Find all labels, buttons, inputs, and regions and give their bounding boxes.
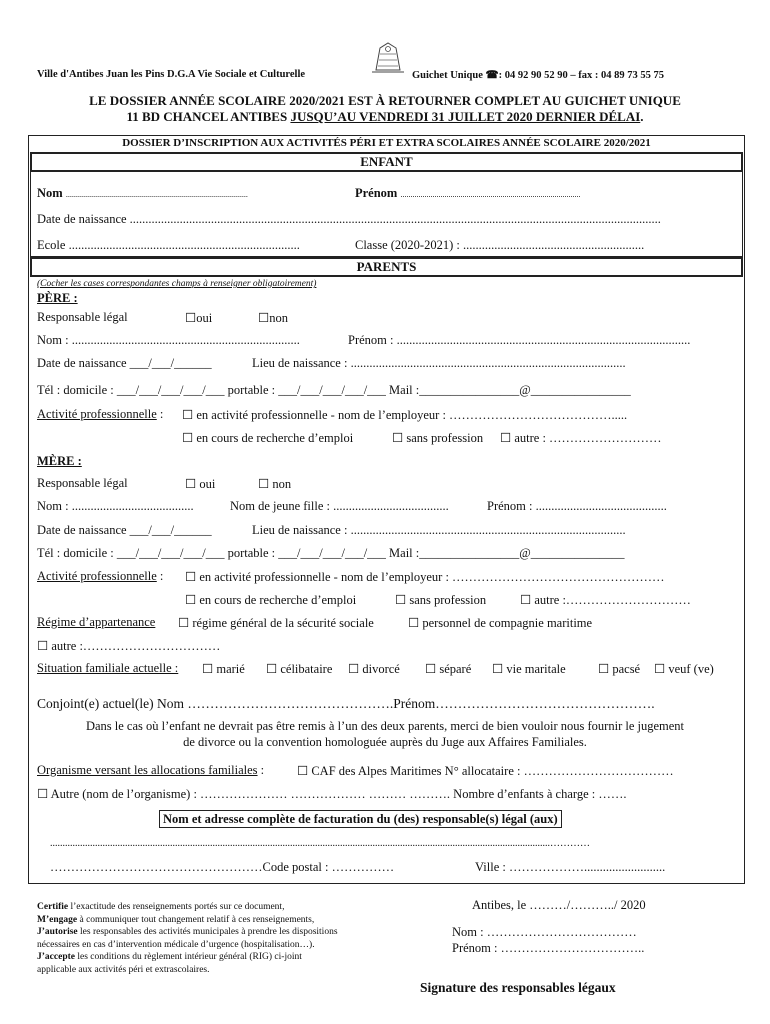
enfant-section-title: ENFANT — [30, 152, 743, 172]
situation-single[interactable]: ☐ célibataire — [266, 661, 332, 677]
father-legal-yes[interactable]: ☐ oui — [185, 310, 212, 326]
signer-firstname-field[interactable]: Prénom : …………………………….. — [452, 941, 645, 955]
caf-label: Organisme versant les allocations familiales — [37, 763, 258, 777]
situation-married[interactable]: ☐ marié — [202, 661, 245, 677]
divorce-notice-2: de divorce ou la convention homologuée auprès du Juge aux Affaires Familiales. — [183, 735, 587, 749]
father-firstname-field[interactable]: Prénom : .............................................................................................. — [348, 333, 691, 347]
mother-phone-field[interactable]: Tél : domicile : ___/___/___/___/___ portable : ___/___/___/___/___ Mail :________________@_______________ — [37, 546, 625, 560]
regime-label: Régime d’appartenance — [37, 615, 156, 629]
billing-title: Nom et adresse complète de facturation du (des) responsable(s) légal (aux) — [159, 810, 562, 828]
billing-address-line[interactable]: ........................................................................................................................................................................................................………… — [50, 838, 590, 849]
notice-line-1: LE DOSSIER ANNÉE SCOLAIRE 2020/2021 EST À RETOURNER COMPLET AU GUICHET UNIQUE — [89, 93, 681, 108]
father-jobseeking-checkbox[interactable]: ☐ en cours de recherche d’emploi — [182, 430, 353, 446]
father-name-field[interactable]: Nom : ......................................................................... — [37, 333, 300, 347]
form-title: DOSSIER D’INSCRIPTION AUX ACTIVITÉS PÉRI ET EXTRA SCOLAIRES ANNÉE SCOLAIRE 2020/2021 — [122, 137, 651, 149]
father-title: PÈRE : — [37, 291, 78, 305]
billing-postcode-field[interactable]: ……………………………………………Code postal : …………… — [50, 860, 395, 874]
father-noprofession-checkbox[interactable]: ☐ sans profession — [392, 430, 483, 446]
signature-label: Signature des responsables légaux — [420, 980, 616, 995]
mother-activity-label: Activité professionnelle — [37, 569, 157, 583]
caf-checkbox[interactable]: ☐ CAF des Alpes Maritimes N° allocataire : ……………………………… — [297, 763, 674, 779]
place-date-field[interactable]: Antibes, le ………/………../ 2020 — [472, 898, 646, 912]
parents-section-title: PARENTS — [30, 257, 743, 277]
partner-field[interactable]: Conjoint(e) actuel(le) Nom ……………………………………….Prénom…………………………………………. — [37, 696, 655, 711]
other-organism-checkbox[interactable]: ☐ Autre (nom de l’organisme) : ………………… ……………… ……… ………. Nombre d’enfants à charge : ……. — [37, 786, 627, 802]
father-other-checkbox[interactable]: ☐ autre : ……………………… — [500, 430, 662, 446]
situation-cohabiting[interactable]: ☐ vie maritale — [492, 661, 566, 677]
mother-other-checkbox[interactable]: ☐ autre :………………………… — [520, 592, 691, 608]
father-activity-label: Activité professionnelle — [37, 407, 157, 421]
regime-general-checkbox[interactable]: ☐ régime général de la sécurité sociale — [178, 615, 374, 631]
regime-maritime-checkbox[interactable]: ☐ personnel de compagnie maritime — [408, 615, 592, 631]
mother-name-field[interactable]: Nom : ....................................... — [37, 499, 194, 513]
mother-maidenname-field[interactable]: Nom de jeune fille : ..................................... — [230, 499, 449, 513]
situation-pacs[interactable]: ☐ pacsé — [598, 661, 640, 677]
billing-city-field[interactable]: Ville : ……………….......................... — [475, 860, 666, 874]
mother-noprofession-checkbox[interactable]: ☐ sans profession — [395, 592, 486, 608]
declaration: Certifie l’exactitude des renseignements portés sur ce document, M’engage à communiquer tout changement relatif à ces renseignements, J’autorise les responsables des activités municipales à prendre les dispositions nécessaires en cas d’intervention médicale d’urgence (hospitalisation…). J’accepte les conditions du règlement intérieur général (RIG) ci-joint applicable aux activités péri et extrascolaires. — [37, 902, 338, 975]
situation-separated[interactable]: ☐ séparé — [425, 661, 471, 677]
father-legal-no[interactable]: ☐ non — [258, 310, 288, 326]
father-phone-field[interactable]: Tél : domicile : ___/___/___/___/___ portable : ___/___/___/___/___ Mail :________________@________________ — [37, 383, 631, 397]
mother-jobseeking-checkbox[interactable]: ☐ en cours de recherche d’emploi — [185, 592, 356, 608]
child-birthdate-field[interactable]: Date de naissance .......................................................................................................................................................................... — [37, 212, 661, 226]
situation-divorced[interactable]: ☐ divorcé — [348, 661, 400, 677]
situation-widowed[interactable]: ☐ veuf (ve) — [654, 661, 714, 677]
mother-title: MÈRE : — [37, 454, 82, 468]
situation-label: Situation familiale actuelle : — [37, 661, 179, 675]
city-crest-icon — [368, 40, 408, 76]
notice-line-2: 11 BD CHANCEL ANTIBES JUSQU’AU VENDREDI 31 JUILLET 2020 DERNIER DÉLAI. — [126, 109, 644, 124]
signer-name-field[interactable]: Nom : ……………………………… — [452, 925, 637, 939]
mother-birthplace-field[interactable]: Lieu de naissance : ........................................................................................ — [252, 523, 626, 537]
father-birthdate-field[interactable]: Date de naissance ___/___/______ — [37, 356, 212, 370]
header-contact: Guichet Unique ☎: 04 92 90 52 90 – fax : 04 89 73 55 75 — [412, 70, 664, 81]
mother-legal-no[interactable]: ☐ non — [258, 476, 291, 492]
mother-birthdate-field[interactable]: Date de naissance ___/___/______ — [37, 523, 212, 537]
regime-other-checkbox[interactable]: ☐ autre :…………………………… — [37, 638, 220, 654]
child-class-field[interactable]: Classe (2020-2021) : .......................................................... — [355, 238, 645, 252]
child-school-field[interactable]: Ecole .......................................................................... — [37, 238, 300, 252]
mother-firstname-field[interactable]: Prénom : .......................................... — [487, 499, 667, 513]
mother-legal-label: Responsable légal — [37, 476, 128, 490]
father-birthplace-field[interactable]: Lieu de naissance : ........................................................................................ — [252, 356, 626, 370]
child-name-field[interactable]: Nom ........................................................................................... — [37, 186, 248, 200]
father-employed-checkbox[interactable]: ☐ en activité professionnelle - nom de l’employeur : …………………………………..... — [182, 407, 627, 423]
mother-employed-checkbox[interactable]: ☐ en activité professionnelle - nom de l’employeur : …………………………………………… — [185, 569, 665, 585]
header-organisation: Ville d'Antibes Juan les Pins D.G.A Vie Sociale et Culturelle — [37, 69, 306, 80]
mother-legal-yes[interactable]: ☐ oui — [185, 476, 215, 492]
father-legal-label: Responsable légal — [37, 310, 128, 324]
child-firstname-field[interactable]: Prénom .......................................................................................... — [355, 186, 581, 200]
deadline: JUSQU’AU VENDREDI 31 JUILLET 2020 DERNIER DÉLAI — [290, 109, 641, 124]
parents-note: (Cocher les cases correspondantes champs à renseigner obligatoirement) — [37, 279, 317, 289]
divorce-notice-1: Dans le cas où l’enfant ne devrait pas être remis à l’un des deux parents, merci de bien vouloir nous fournir le jugement — [85, 719, 685, 733]
